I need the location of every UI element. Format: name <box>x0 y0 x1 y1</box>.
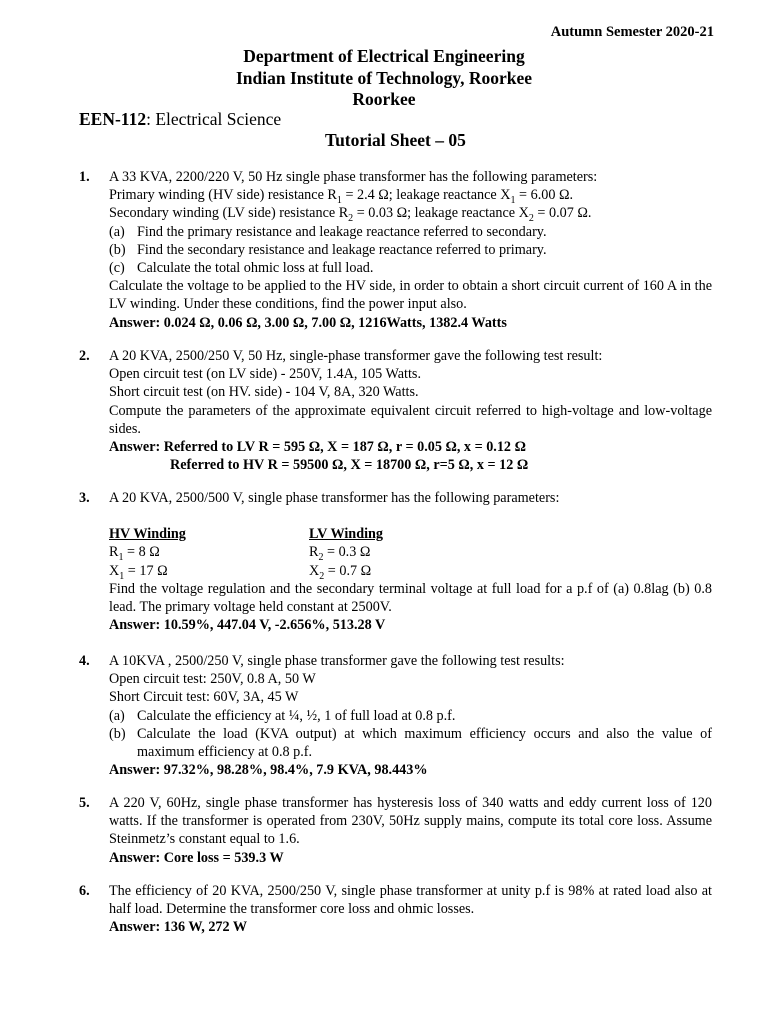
question-number: 4. <box>79 653 90 669</box>
answer: Answer: 136 W, 272 W <box>109 919 248 936</box>
question-number: 6. <box>79 883 90 899</box>
document-header <box>0 46 768 111</box>
hv-reactance: $X_1 = 17$ Ω <box>109 562 168 582</box>
hv-winding-header: HV Winding <box>109 526 186 543</box>
department-name: Department of Electrical Engineering <box>243 46 525 66</box>
question-text: Primary winding (HV side) resistance $R_1 = 2.4$ Ω; leakage reactance $X_1 = 6.00$ Ω. <box>109 187 574 207</box>
page-title: Tutorial Sheet – 05 <box>325 130 466 150</box>
question-text: Secondary winding (LV side) resistance $R_2 = 0.03$ Ω; leakage reactance $X_2 = 0.07$ Ω. <box>109 205 592 225</box>
question-text: Short circuit test (on HV. side) - 104 V, 8A, 320 Watts. <box>109 384 419 401</box>
institute-city: Roorkee <box>352 89 416 109</box>
answer: Answer: Core loss = 539.3 W <box>109 849 284 866</box>
answer: Referred to HV R = 59500 Ω, X = 18700 Ω, r=5 Ω, x = 12 Ω <box>170 457 529 474</box>
course-separator: : <box>146 109 156 129</box>
question-text: A 33 KVA, 2200/220 V, 50 Hz single phase transformer has the following parameters: <box>109 169 598 185</box>
question-2 <box>79 347 712 474</box>
question-text: Compute the parameters of the approximate equivalent circuit referred to high-voltage and low-voltage sides. <box>109 402 712 437</box>
question-6 <box>79 882 712 937</box>
question-text: Open circuit test (on LV side) - 250V, 1.4A, 105 Watts. <box>109 366 422 383</box>
question-text: Open circuit test: 250V, 0.8 A, 50 W <box>109 671 316 688</box>
sub-question-a: (a) Calculate the efficiency at ¼, ½, 1 of full load at 0.8 p.f. <box>109 707 456 724</box>
sub-question-b: (b) Find the secondary resistance and leakage reactance referred to primary. <box>109 241 547 258</box>
question-5 <box>79 794 712 867</box>
course-title <box>79 110 281 128</box>
sub-question-b: (b) Calculate the load (KVA output) at which maximum efficiency occurs and also the value of maximum efficiency at 0.8 p.f. <box>109 725 712 761</box>
hv-resistance: $R_1 = 8$ Ω <box>109 544 160 564</box>
question-1 <box>79 168 712 332</box>
question-number: 5. <box>79 795 90 811</box>
question-text: A 220 V, 60Hz, single phase transformer has hysteresis loss of 340 watts and eddy current loss of 120 watts. If the transformer is operated from 230V, 50Hz supply mains, compute its total core loss. Assume Steinmetz’s constant equal to 1.6. <box>109 795 712 848</box>
question-text: The efficiency of 20 KVA, 2500/250 V, single phase transformer at unity p.f is 98% at rated load also at half load. Determine the transformer core loss and ohmic losses. <box>109 883 712 918</box>
question-3 <box>79 489 712 634</box>
sub-question-a: (a) Find the primary resistance and leakage reactance referred to secondary. <box>109 223 547 240</box>
lv-reactance: $X_2 = 0.7$ Ω <box>309 562 372 582</box>
question-text: A 20 KVA, 2500/250 V, 50 Hz, single-phase transformer gave the following test result: <box>109 348 603 364</box>
question-4 <box>79 652 712 779</box>
question-text: Short Circuit test: 60V, 3A, 45 W <box>109 689 299 706</box>
question-number: 3. <box>79 490 90 506</box>
answer: Answer: 10.59%, 447.04 V, -2.656%, 513.28 V <box>109 617 386 634</box>
course-name: Electrical Science <box>155 109 282 129</box>
lv-resistance: $R_2 = 0.3$ Ω <box>309 544 371 564</box>
question-text: A 20 KVA, 2500/500 V, single phase transformer has the following parameters: <box>109 490 560 506</box>
sub-question-c: (c) Calculate the total ohmic loss at full load. <box>109 260 374 277</box>
winding-table <box>109 525 712 580</box>
lv-winding-header: LV Winding <box>309 526 384 543</box>
answer: Answer: Referred to LV R = 595 Ω, X = 187 Ω, r = 0.05 Ω, x = 0.12 Ω <box>109 439 526 456</box>
institute-name: Indian Institute of Technology, Roorkee <box>235 67 533 88</box>
answer: Answer: 0.024 Ω, 0.06 Ω, 3.00 Ω, 7.00 Ω, 1216Watts, 1382.4 Watts <box>109 314 507 331</box>
question-text: Calculate the voltage to be applied to the HV side, in order to obtain a short circuit current of 160 A in the LV winding. Under these conditions, find the power input also. <box>109 278 712 313</box>
question-text: A 10KVA , 2500/250 V, single phase transformer gave the following test results: <box>109 653 565 669</box>
question-text: Find the voltage regulation and the secondary terminal voltage at full load for a p.f of (a) 0.8lag (b) 0.8 lead. The primary voltage held constant at 2500V. <box>109 580 712 616</box>
semester-label: Autumn Semester 2020-21 <box>550 24 714 40</box>
question-number: 2. <box>79 348 90 364</box>
answer: Answer: 97.32%, 98.28%, 98.4%, 7.9 KVA, 98.443% <box>109 762 428 779</box>
course-code: EEN-112 <box>79 109 147 129</box>
question-number: 1. <box>79 169 90 185</box>
